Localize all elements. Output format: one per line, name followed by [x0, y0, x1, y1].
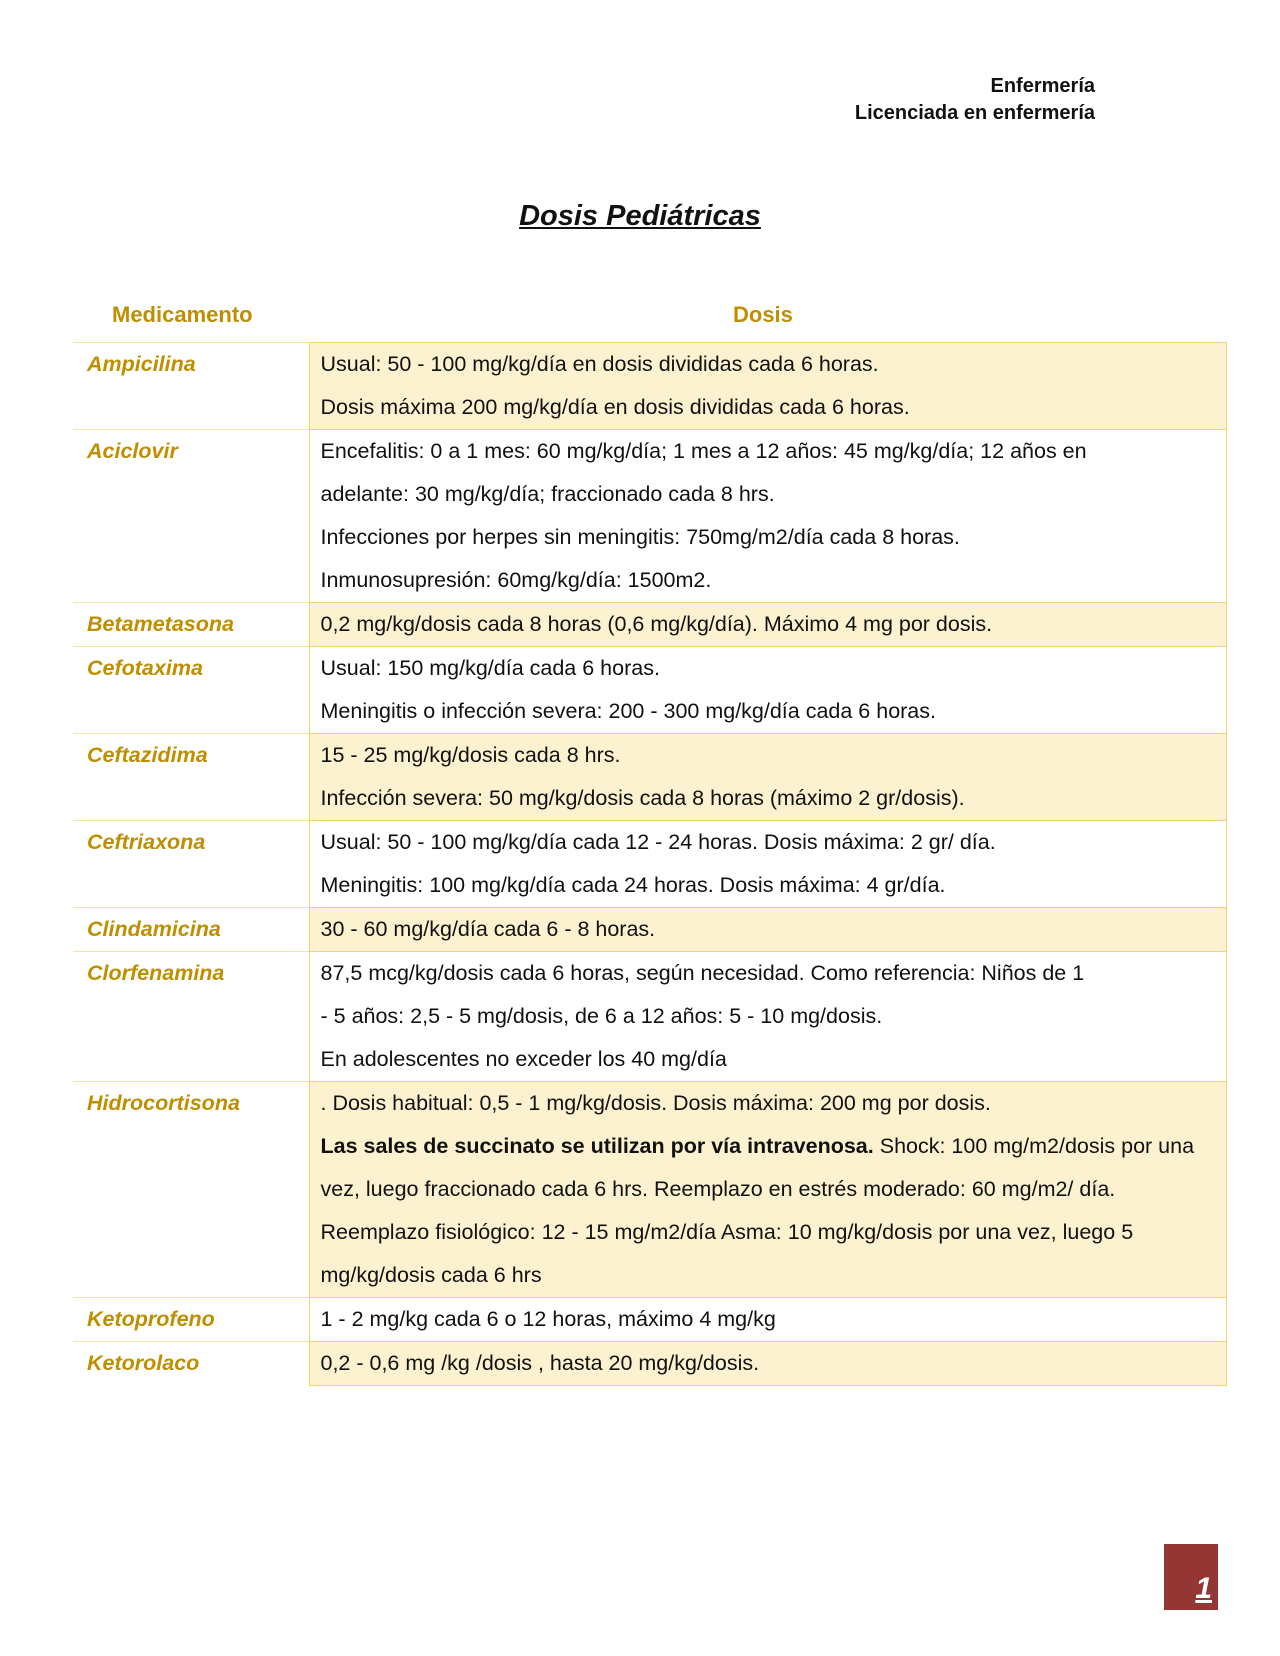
dose-line: Usual: 50 - 100 mg/kg/día cada 12 - 24 horas. Dosis máxima: 2 gr/ día. [320, 830, 996, 854]
dose-text: Shock: 100 mg/m2/dosis por una vez, luego fraccionado cada 6 hrs. Reemplazo en estrés moderado: 60 mg/m2/ día. Reemplazo fisiológico: 12 - 15 mg/m2/día Asma: 10 mg/kg/dosis por una vez, luego 5 mg/kg/dosis cada 6 hrs [320, 1134, 1195, 1287]
medication-name: Cefotaxima [73, 647, 309, 734]
table-row-ceftazidima [73, 734, 1226, 821]
dose-line: Encefalitis: 0 a 1 mes: 60 mg/kg/día; 1 mes a 12 años: 45 mg/kg/día; 12 años en [320, 439, 1087, 463]
dose-paragraph [321, 1125, 1218, 1297]
medication-name: Ketoprofeno [73, 1298, 309, 1342]
page-number-box [1164, 1544, 1218, 1610]
page-number: 1 [1195, 1572, 1212, 1605]
dose-cell [309, 908, 1226, 952]
medication-name: Clorfenamina [73, 952, 309, 1082]
table-row-cefotaxima [73, 647, 1226, 734]
dose-cell [309, 1298, 1226, 1342]
dose-line: Meningitis o infección severa: 200 - 300 mg/kg/día cada 6 horas. [320, 699, 936, 723]
dose-cell [309, 647, 1226, 734]
dose-line: Infección severa: 50 mg/kg/dosis cada 8 horas (máximo 2 gr/dosis). [320, 786, 965, 810]
dose-line: Usual: 50 - 100 mg/kg/día en dosis divididas cada 6 horas. [320, 352, 879, 376]
table-row-ketorolaco [73, 1342, 1226, 1386]
dose-cell [309, 734, 1226, 821]
dose-table [73, 342, 1227, 1386]
medication-name: Ampicilina [73, 343, 309, 430]
dose-line: 0,2 mg/kg/dosis cada 8 horas (0,6 mg/kg/día). Máximo 4 mg por dosis. [320, 612, 993, 636]
dose-line: - 5 años: 2,5 - 5 mg/dosis, de 6 a 12 años: 5 - 10 mg/dosis. [320, 1004, 883, 1028]
dose-line: Infecciones por herpes sin meningitis: 750mg/m2/día cada 8 horas. [320, 525, 960, 549]
dose-line: 0,2 - 0,6 mg /kg /dosis , hasta 20 mg/kg/dosis. [320, 1351, 760, 1375]
dose-cell [309, 821, 1226, 908]
dose-line: Inmunosupresión: 60mg/kg/día: 1500m2. [320, 568, 712, 592]
dose-line: 1 - 2 mg/kg cada 6 o 12 horas, máximo 4 mg/kg [320, 1307, 776, 1331]
page-title: Dosis Pediátricas [519, 200, 761, 232]
dose-cell [309, 343, 1226, 430]
dose-cell [309, 1082, 1226, 1298]
dose-line: Usual: 150 mg/kg/día cada 6 horas. [320, 656, 660, 680]
dose-line: 15 - 25 mg/kg/dosis cada 8 hrs. [320, 743, 621, 767]
dose-line: Dosis máxima 200 mg/kg/día en dosis divididas cada 6 horas. [320, 395, 910, 419]
table-row-betametasona [73, 603, 1226, 647]
medication-name: Clindamicina [73, 908, 309, 952]
dose-cell [309, 952, 1226, 1082]
column-header-dosis: Dosis [733, 302, 793, 327]
table-row-clindamicina [73, 908, 1226, 952]
table-row-hidrocortisona [73, 1082, 1226, 1298]
dose-line: adelante: 30 mg/kg/día; fraccionado cada 8 hrs. [320, 482, 775, 506]
dose-line: 30 - 60 mg/kg/día cada 6 - 8 horas. [320, 917, 656, 941]
table-row-clorfenamina [73, 952, 1226, 1082]
medication-name: Aciclovir [73, 430, 309, 603]
header-line-1: Enfermería [990, 75, 1095, 97]
medication-name: Hidrocortisona [73, 1082, 309, 1298]
dose-line: 87,5 mcg/kg/dosis cada 6 horas, según necesidad. Como referencia: Niños de 1 [320, 961, 1085, 985]
document-header [855, 73, 1095, 127]
table-row-ketoprofeno [73, 1298, 1226, 1342]
dose-line: En adolescentes no exceder los 40 mg/día [320, 1047, 727, 1071]
dose-cell [309, 603, 1226, 647]
column-header-medicamento: Medicamento [112, 302, 253, 327]
dose-bold-note: Las sales de succinato se utilizan por vía intravenosa. [320, 1134, 874, 1158]
medication-name: Betametasona [73, 603, 309, 647]
table-row-ampicilina [73, 343, 1226, 430]
medication-name: Ketorolaco [73, 1342, 309, 1386]
dose-line: Meningitis: 100 mg/kg/día cada 24 horas. Dosis máxima: 4 gr/día. [320, 873, 946, 897]
dose-line: . Dosis habitual: 0,5 - 1 mg/kg/dosis. Dosis máxima: 200 mg por dosis. [320, 1091, 991, 1115]
medication-name: Ceftriaxona [73, 821, 309, 908]
dose-cell [309, 430, 1226, 603]
header-line-2: Licenciada en enfermería [854, 102, 1095, 124]
table-row-ceftriaxona [73, 821, 1226, 908]
medication-name: Ceftazidima [73, 734, 309, 821]
dose-cell [309, 1342, 1226, 1386]
table-row-aciclovir [73, 430, 1226, 603]
